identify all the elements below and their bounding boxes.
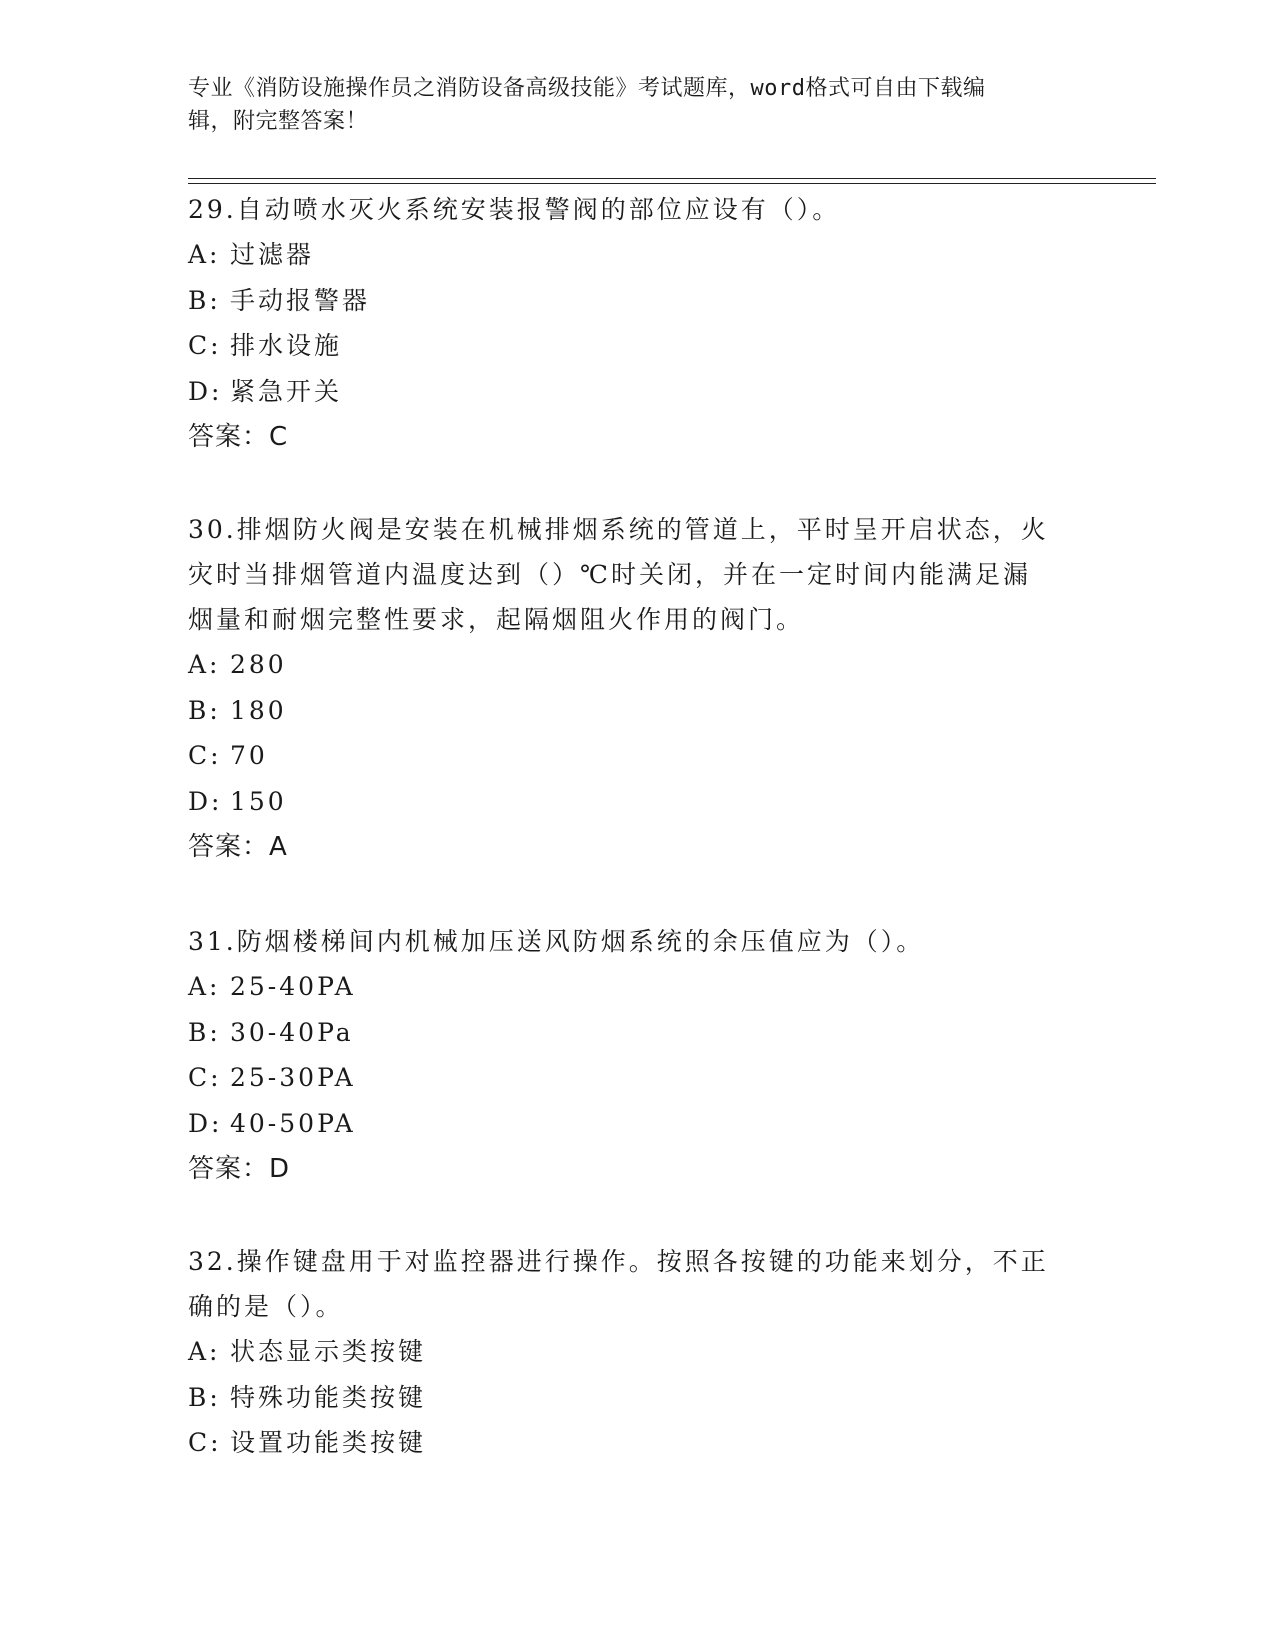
option-text: 25-40PA <box>230 972 356 1001</box>
question-block <box>188 919 1088 1192</box>
option-text: 180 <box>230 695 287 725</box>
option-c: C: 70 <box>188 741 268 770</box>
option-text: 25-30PA <box>230 1063 356 1092</box>
option-text: 280 <box>230 650 287 679</box>
question-stem-line: 确的是（）。 <box>188 1292 344 1321</box>
header-divider <box>188 178 1156 179</box>
option-text: 30-40Pa <box>230 1017 354 1047</box>
option-a: A: 25-40PA <box>188 972 356 1001</box>
question-stem: 29.自动喷水灭火系统安装报警阀的部位应设有（）。 <box>188 195 841 224</box>
header-line: 专业《消防设施操作员之消防设备高级技能》考试题库，word格式可自由下载编 <box>188 76 986 101</box>
option-a: A: 状态显示类按键 <box>188 1337 427 1366</box>
option-c: C: 排水设施 <box>188 331 343 360</box>
question-stem-line: 30.排烟防火阀是安装在机械排烟系统的管道上，平时呈开启状态，火 <box>188 515 1049 544</box>
question-stem-line: 烟量和耐烟完整性要求，起隔烟阻火作用的阀门。 <box>188 605 805 634</box>
option-text: 过滤器 <box>230 240 315 269</box>
option-text: 特殊功能类按键 <box>230 1382 427 1412</box>
option-b: B: 30-40Pa <box>188 1017 354 1047</box>
option-text: 150 <box>230 786 287 816</box>
option-d: D: 150 <box>188 786 287 816</box>
option-d: D: 40-50PA <box>188 1108 356 1138</box>
option-b: B: 180 <box>188 695 287 725</box>
option-text: 设置功能类按键 <box>230 1428 427 1457</box>
option-text: 排水设施 <box>230 331 343 360</box>
option-a: A: 280 <box>188 650 287 679</box>
question-stem-line: 32.操作键盘用于对监控器进行操作。按照各按键的功能来划分，不正 <box>188 1247 1049 1276</box>
question-block <box>188 507 1088 870</box>
option-text: 40-50PA <box>230 1108 356 1138</box>
option-text: 状态显示类按键 <box>230 1337 427 1366</box>
option-text: 70 <box>230 741 268 770</box>
option-a: A: 过滤器 <box>188 240 315 269</box>
option-c: C: 设置功能类按键 <box>188 1428 427 1457</box>
option-text: 手动报警器 <box>230 285 371 315</box>
header-line: 辑，附完整答案！ <box>188 109 369 134</box>
header-divider <box>188 183 1156 184</box>
question-block <box>188 1239 1088 1466</box>
document-header <box>188 72 1088 138</box>
option-b: B: 手动报警器 <box>188 285 371 315</box>
answer-line: 答案：C <box>188 422 289 452</box>
option-d: D: 紧急开关 <box>188 376 343 406</box>
option-b: B: 特殊功能类按键 <box>188 1382 427 1412</box>
option-text: 紧急开关 <box>230 376 343 406</box>
question-stem: 31.防烟楼梯间内机械加压送风防烟系统的余压值应为（）。 <box>188 927 925 956</box>
question-stem-line: 灾时当排烟管道内温度达到（）℃时关闭，并在一定时间内能满足漏 <box>188 560 1031 589</box>
option-c: C: 25-30PA <box>188 1063 356 1092</box>
answer-line: 答案：D <box>188 1154 291 1184</box>
answer-line: 答案：A <box>188 832 288 862</box>
question-block <box>188 187 1088 460</box>
